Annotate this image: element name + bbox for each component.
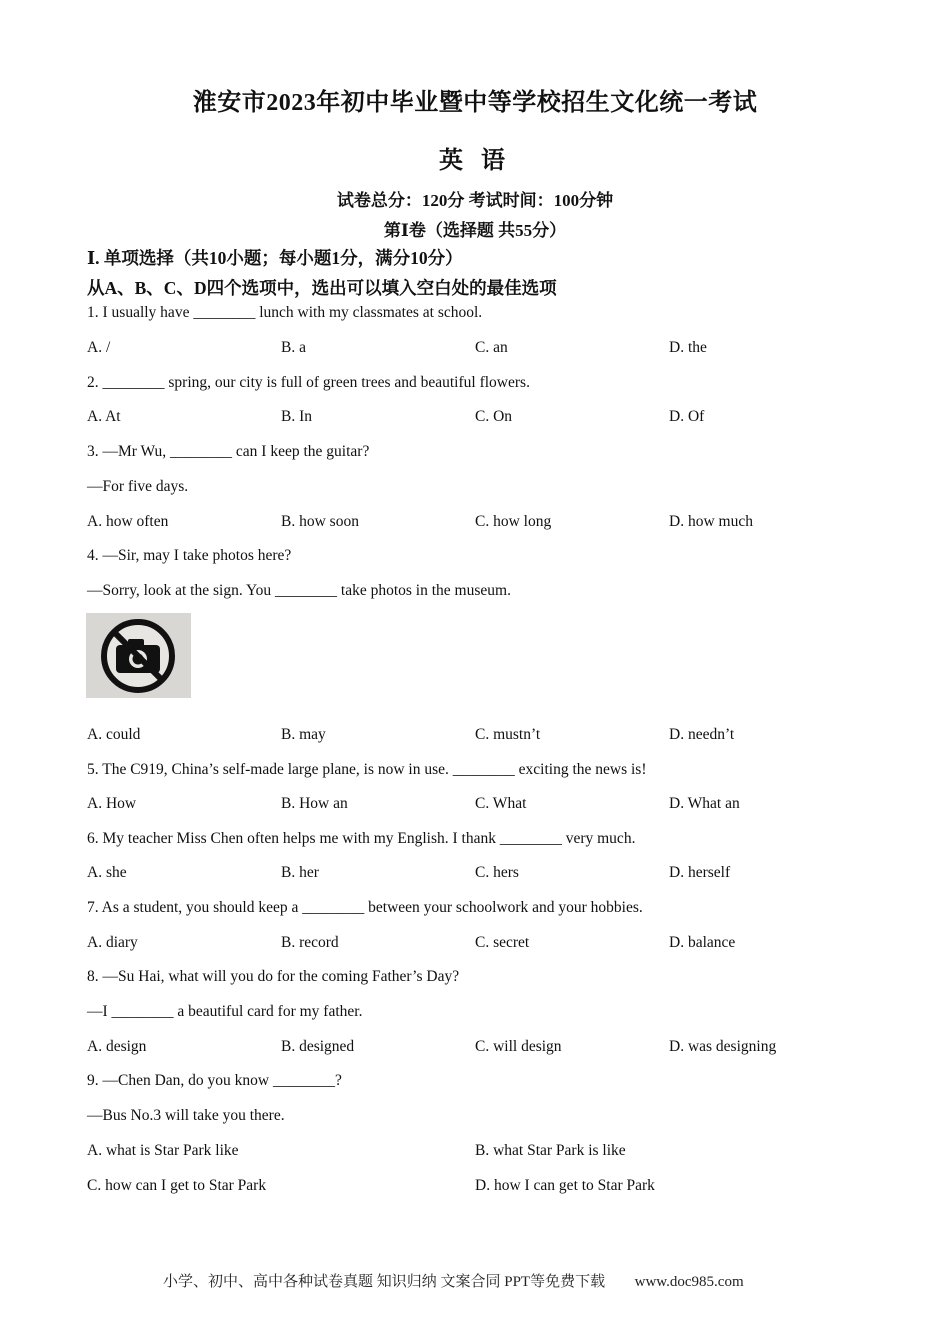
option-b: B. In — [281, 408, 312, 425]
option-c: C. hers — [475, 864, 519, 881]
option-b: B. may — [281, 726, 326, 743]
question-4-options — [87, 726, 867, 748]
volume-heading: 第Ⅰ卷（选择题 共55分） — [383, 221, 567, 240]
option-c: C. an — [475, 339, 508, 356]
option-c: C. secret — [475, 934, 530, 951]
option-a: A. how often — [87, 513, 169, 530]
no-camera-sign-svg — [86, 613, 191, 698]
option-c: C. how can I get to Star Park — [87, 1177, 267, 1194]
option-d: D. herself — [669, 864, 731, 881]
section-heading: Ⅰ. 单项选择（共10小题；每小题1分，满分10分） — [87, 248, 463, 268]
question-3-answer-line: —For five days. — [87, 478, 189, 495]
question-4-answer-line: —Sorry, look at the sign. You ________ take photos in the museum. — [87, 582, 511, 599]
option-a: A. she — [87, 864, 127, 881]
option-b: B. record — [281, 934, 339, 951]
option-d: D. What an — [669, 795, 740, 812]
option-d: D. the — [669, 339, 707, 356]
question-5-stem: 5. The C919, China’s self-made large plane, is now in use. ________ exciting the news is! — [87, 761, 647, 778]
option-a: A. design — [87, 1038, 147, 1055]
option-a: A. diary — [87, 934, 138, 951]
option-b: B. what Star Park is like — [475, 1142, 626, 1159]
option-c: C. mustn’t — [475, 726, 541, 743]
question-9-stem: 9. —Chen Dan, do you know ________? — [87, 1072, 342, 1089]
footer-text: 小学、初中、高中各种试卷真题 知识归纳 文案合同 PPT等免费下载 — [163, 1274, 606, 1290]
question-1-stem: 1. I usually have ________ lunch with my classmates at school. — [87, 304, 483, 321]
question-3-options — [87, 513, 867, 535]
option-b: B. a — [281, 339, 306, 356]
option-a: A. / — [87, 339, 111, 356]
footer-link[interactable]: www.doc985.com — [634, 1274, 744, 1290]
question-2-options — [87, 408, 867, 430]
exam-info: 试卷总分：120分 考试时间：100分钟 — [336, 191, 614, 210]
question-2-stem: 2. ________ spring, our city is full of green trees and beautiful flowers. — [87, 374, 530, 391]
option-d: D. how much — [669, 513, 753, 530]
question-4-stem: 4. —Sir, may I take photos here? — [87, 547, 292, 564]
option-a: A. what is Star Park like — [87, 1142, 239, 1159]
question-6-stem: 6. My teacher Miss Chen often helps me with my English. I thank ________ very much. — [87, 830, 636, 847]
option-d: D. Of — [669, 408, 705, 425]
option-c: C. What — [475, 795, 527, 812]
question-8-options — [87, 1038, 867, 1060]
option-d: D. was designing — [669, 1038, 777, 1055]
question-7-options — [87, 934, 867, 956]
option-c: C. will design — [475, 1038, 562, 1055]
option-c: C. how long — [475, 513, 552, 530]
footer — [163, 1270, 744, 1291]
question-9-options-row-1 — [87, 1142, 867, 1164]
option-b: B. How an — [281, 795, 348, 812]
question-1-options — [87, 339, 867, 361]
option-b: B. how soon — [281, 513, 359, 530]
no-camera-sign-icon — [86, 613, 191, 698]
question-9-answer-line: —Bus No.3 will take you there. — [87, 1107, 285, 1124]
question-8-stem: 8. —Su Hai, what will you do for the coming Father’s Day? — [87, 968, 460, 985]
option-d: D. balance — [669, 934, 736, 951]
exam-title: 淮安市2023年初中毕业暨中等学校招生文化统一考试 — [192, 90, 758, 116]
option-c: C. On — [475, 408, 513, 425]
question-3-stem: 3. —Mr Wu, ________ can I keep the guitar? — [87, 443, 370, 460]
option-a: A. At — [87, 408, 121, 425]
option-b: B. designed — [281, 1038, 355, 1055]
option-a: A. could — [87, 726, 141, 743]
question-9-options-row-2 — [87, 1177, 867, 1199]
question-8-answer-line: —I ________ a beautiful card for my father. — [87, 1003, 363, 1020]
question-5-options — [87, 795, 867, 817]
option-d: D. needn’t — [669, 726, 735, 743]
option-b: B. her — [281, 864, 319, 881]
section-instruction: 从A、B、C、D四个选项中，选出可以填入空白处的最佳选项 — [87, 278, 557, 298]
question-6-options — [87, 864, 867, 886]
question-7-stem: 7. As a student, you should keep a ________ between your schoolwork and your hobbies. — [87, 899, 643, 916]
option-a: A. How — [87, 795, 137, 812]
subject-title: 英 语 — [439, 148, 511, 174]
option-d: D. how I can get to Star Park — [475, 1177, 655, 1194]
